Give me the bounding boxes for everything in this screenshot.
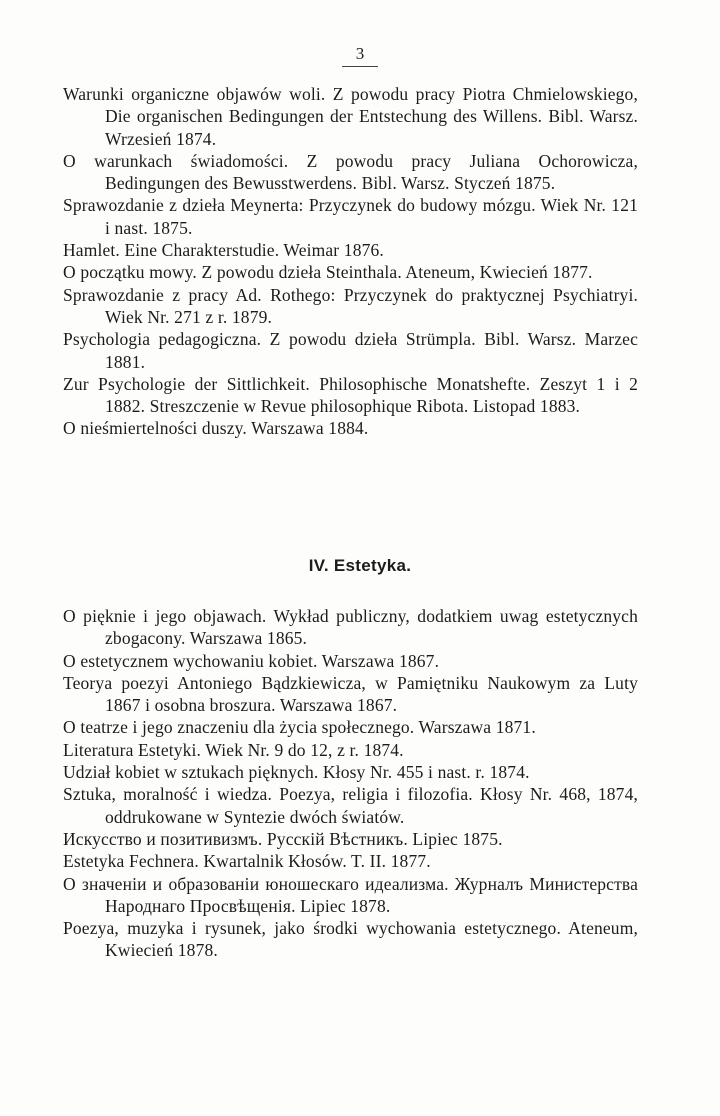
page-number: 3 bbox=[342, 44, 379, 67]
bibliography-entry: Udział kobiet w sztukach pięknych. Kłosy Nr. 455 i nast. r. 1874. bbox=[63, 762, 530, 783]
bibliography-entry: Literatura Estetyki. Wiek Nr. 9 do 12, z r. 1874. bbox=[63, 739, 404, 760]
page-number-area bbox=[0, 44, 720, 67]
bibliography-entry: Poezya, muzyka i rysunek, jako środki wychowania estetycznego. Ateneum, Kwiecień 1878. bbox=[63, 918, 638, 961]
bibliography-entry: Sprawozdanie z dzieła Meynerta: Przyczynek do budowy mózgu. Wiek Nr. 121 i nast. 1875. bbox=[63, 195, 638, 238]
bibliography-entry: O estetycznem wychowaniu kobiet. Warszawa 1867. bbox=[63, 650, 440, 671]
bibliography-entry: Искусство и позитивизмъ. Русскій Вѣстникъ. Lipiec 1875. bbox=[63, 828, 503, 849]
bibliography-entry: Zur Psychologie der Sittlichkeit. Philosophische Monatshefte. Zeszyt 1 i 2 1882. Streszczenie w Revue philosophique Ribota. Listopad 1883. bbox=[63, 373, 638, 417]
bibliography-entry: O początku mowy. Z powodu dzieła Steinthala. Ateneum, Kwiecień 1877. bbox=[63, 262, 593, 283]
aesthetics-bibliography-list bbox=[63, 605, 638, 962]
psychology-bibliography-list bbox=[63, 83, 638, 440]
bibliography-entry: O teatrze i jego znaczeniu dla życia społecznego. Warszawa 1871. bbox=[63, 717, 536, 738]
bibliography-entry: O warunkach świadomości. Z powodu pracy Juliana Ochorowicza, Bedingungen des Bewusstwerdens. Bibl. Warsz. Styczeń 1875. bbox=[63, 150, 638, 194]
bibliography-entry: Teorya poezyi Antoniego Bądzkiewicza, w Pamiętniku Naukowym za Luty 1867 i osobna broszura. Warszawa 1867. bbox=[63, 672, 638, 716]
bibliography-entry: O pięknie i jego objawach. Wykład publiczny, dodatkiem uwag estetycznych zbogacony. Warszawa 1865. bbox=[63, 606, 638, 649]
bibliography-entry: О значеніи и образованіи юношескаго идеализма. Журналъ Министерства Народнаго Просвѣщенія. Lipiec 1878. bbox=[63, 873, 638, 916]
bibliography-entry: O nieśmiertelności duszy. Warszawa 1884. bbox=[63, 418, 369, 439]
bibliography-entry: Sztuka, moralność i wiedza. Poezya, religia i filozofia. Kłosy Nr. 468, 1874, oddrukowane w Syntezie dwóch światów. bbox=[63, 784, 638, 827]
bibliography-entry: Sprawozdanie z pracy Ad. Rothego: Przyczynek do praktycznej Psychiatryi. Wiek Nr. 271 z r. 1879. bbox=[63, 284, 638, 327]
section-heading: IV. Estetyka. bbox=[308, 556, 412, 575]
bibliography-entry: Hamlet. Eine Charakterstudie. Weimar 1876. bbox=[63, 240, 384, 261]
bibliography-entry: Psychologia pedagogiczna. Z powodu dzieła Strümpla. Bibl. Warsz. Marzec 1881. bbox=[63, 329, 638, 372]
bibliography-entry: Estetyka Fechnera. Kwartalnik Kłosów. T. II. 1877. bbox=[63, 851, 431, 872]
bibliography-entry: Warunki organiczne objawów woli. Z powodu pracy Piotra Chmielowskiego, Die organischen Bedingungen der Entstechung des Willens. Bibl. Warsz. Wrzesień 1874. bbox=[63, 84, 638, 149]
